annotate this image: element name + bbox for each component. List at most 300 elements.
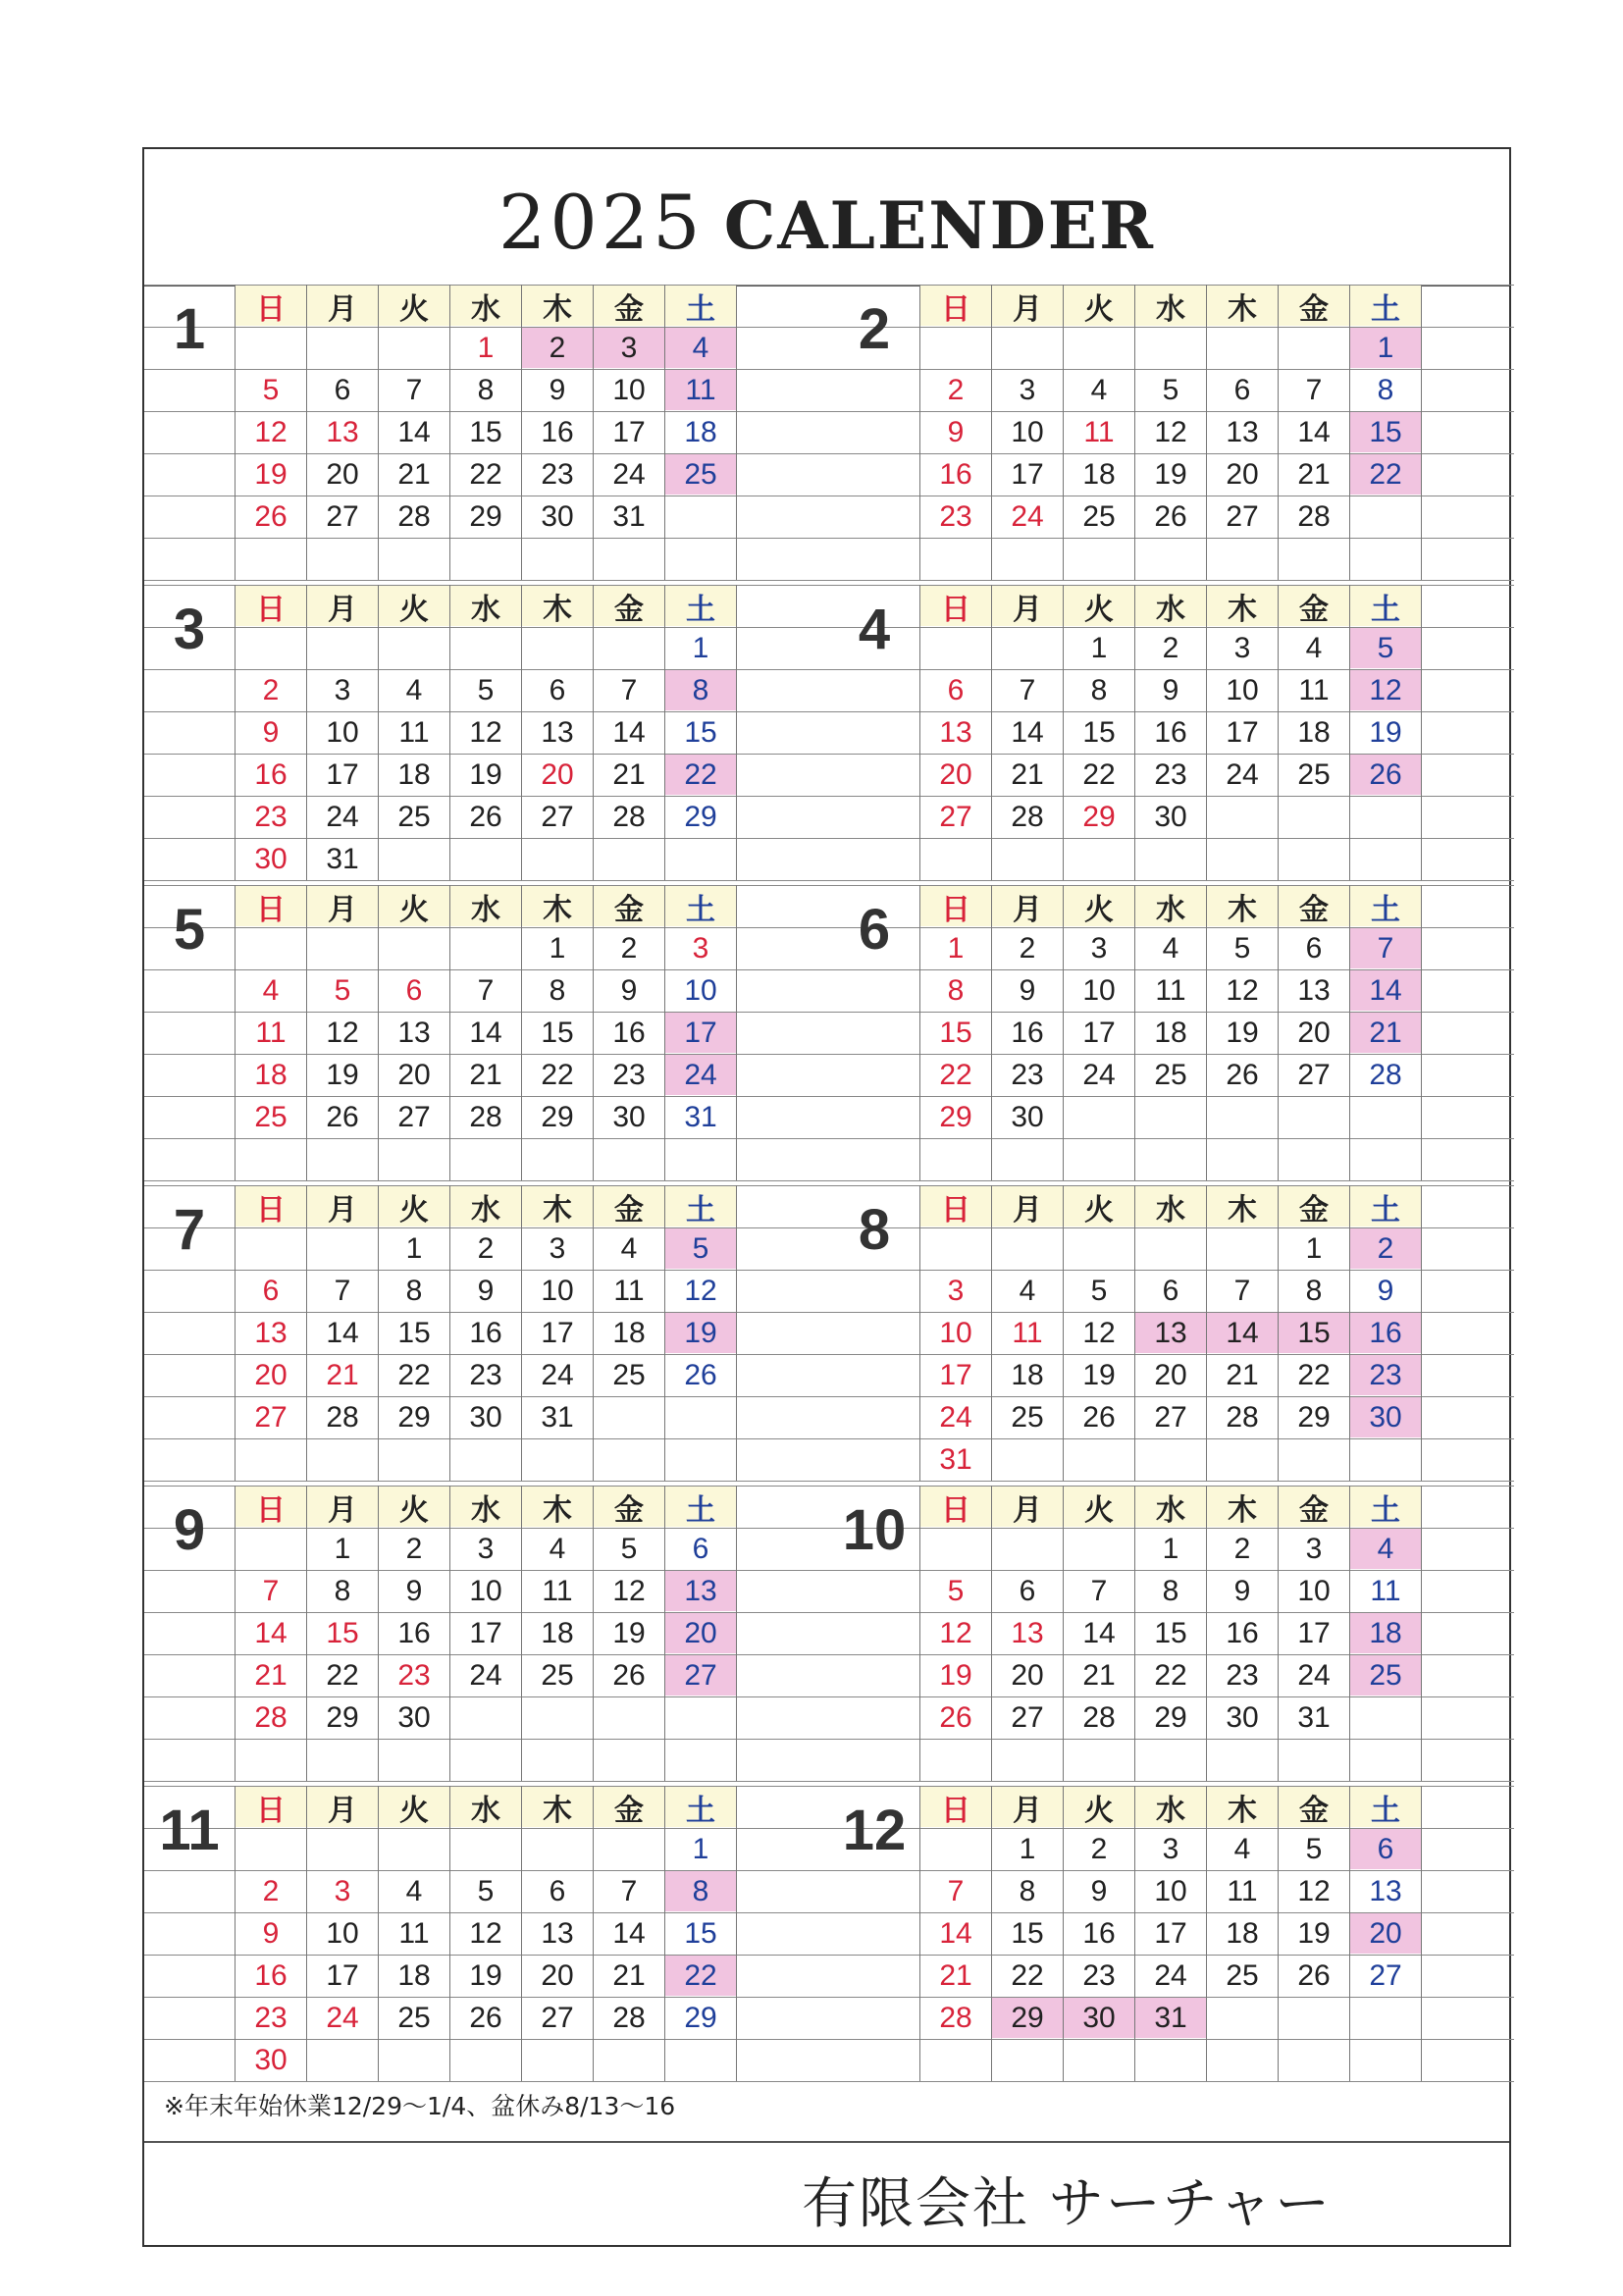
day-cell: 18 xyxy=(1154,1016,1187,1049)
day-cell: 2 xyxy=(262,1874,280,1907)
day-cell: 5 xyxy=(477,1874,495,1907)
weekday-header: 水 xyxy=(1135,886,1206,926)
day-cell: 3 xyxy=(1162,1832,1179,1865)
day-cell: 30 xyxy=(254,2043,288,2076)
day-cell: 26 xyxy=(939,1700,972,1734)
weekday-header: 木 xyxy=(1207,1787,1278,1827)
weekday-header: 水 xyxy=(450,286,521,326)
day-cell: 5 xyxy=(1162,373,1179,406)
grid-line xyxy=(144,1438,829,1439)
day-cell: 19 xyxy=(1369,715,1402,749)
day-cell: 19 xyxy=(469,1958,502,1992)
day-cell: 4 xyxy=(620,1231,638,1265)
day-cell: 12 xyxy=(684,1274,717,1307)
weekday-header: 金 xyxy=(594,586,664,626)
day-cell: 7 xyxy=(477,973,495,1007)
day-cell: 30 xyxy=(1064,1998,1134,2038)
day-cell: 31 xyxy=(939,1442,972,1476)
weekday-header: 火 xyxy=(379,286,449,326)
day-cell: 7 xyxy=(947,1874,965,1907)
day-cell: 4 xyxy=(1019,1274,1036,1307)
day-cell: 23 xyxy=(541,457,574,491)
day-cell: 7 xyxy=(1305,373,1323,406)
day-cell: 28 xyxy=(1082,1700,1116,1734)
day-cell: 12 xyxy=(1082,1316,1116,1349)
day-cell: 6 xyxy=(1305,931,1323,965)
day-cell: 19 xyxy=(1082,1358,1116,1391)
day-cell: 1 xyxy=(405,1231,423,1265)
grid-line xyxy=(736,285,737,580)
day-cell: 29 xyxy=(992,1998,1063,2038)
grid-line xyxy=(1421,585,1422,880)
day-cell: 30 xyxy=(469,1400,502,1434)
day-cell: 24 xyxy=(541,1358,574,1391)
weekday-header: 日 xyxy=(236,886,306,926)
weekday-header: 月 xyxy=(307,1186,378,1226)
day-cell: 17 xyxy=(1226,715,1259,749)
day-cell: 8 xyxy=(549,973,566,1007)
grid-line xyxy=(1421,1786,1422,2081)
weekday-header: 土 xyxy=(1350,1186,1421,1226)
day-cell: 14 xyxy=(1350,970,1421,1011)
day-cell: 10 xyxy=(684,973,717,1007)
weekday-header: 水 xyxy=(450,586,521,626)
weekday-header: 火 xyxy=(379,1487,449,1527)
day-cell: 19 xyxy=(1226,1016,1259,1049)
day-cell: 4 xyxy=(1305,631,1323,664)
day-cell: 20 xyxy=(1297,1016,1331,1049)
weekday-header: 火 xyxy=(1064,586,1134,626)
weekday-header: 水 xyxy=(450,1787,521,1827)
day-cell: 8 xyxy=(477,373,495,406)
day-cell: 29 xyxy=(1297,1400,1331,1434)
day-cell: 4 xyxy=(549,1532,566,1565)
day-cell: 23 xyxy=(254,800,288,833)
day-cell: 18 xyxy=(397,757,431,791)
weekday-header: 金 xyxy=(594,286,664,326)
day-cell: 2 xyxy=(1162,631,1179,664)
day-cell: 14 xyxy=(939,1916,972,1950)
month-number: 3 xyxy=(173,598,206,661)
day-cell: 21 xyxy=(612,1958,646,1992)
title-year: 2025 xyxy=(498,179,705,266)
day-cell: 16 xyxy=(397,1616,431,1649)
day-cell: 15 xyxy=(469,415,502,448)
day-cell: 29 xyxy=(326,1700,359,1734)
day-cell: 13 xyxy=(1369,1874,1402,1907)
day-cell: 24 xyxy=(326,2001,359,2034)
day-cell: 22 xyxy=(665,1956,736,1996)
day-cell: 3 xyxy=(1233,631,1251,664)
weekday-header: 火 xyxy=(1064,1186,1134,1226)
day-cell: 10 xyxy=(1011,415,1044,448)
day-cell: 6 xyxy=(334,373,351,406)
day-cell: 13 xyxy=(1011,1616,1044,1649)
day-cell: 28 xyxy=(1369,1058,1402,1091)
day-cell: 22 xyxy=(469,457,502,491)
grid-line xyxy=(144,1781,829,1782)
day-cell: 23 xyxy=(1082,1958,1116,1992)
day-cell: 26 xyxy=(1226,1058,1259,1091)
day-cell: 22 xyxy=(939,1058,972,1091)
day-cell: 26 xyxy=(254,499,288,533)
weekday-header: 月 xyxy=(992,1186,1063,1226)
day-cell: 7 xyxy=(1090,1574,1108,1607)
day-cell: 3 xyxy=(1090,931,1108,965)
day-cell: 7 xyxy=(1019,673,1036,706)
day-cell: 2 xyxy=(262,673,280,706)
weekday-header: 木 xyxy=(522,1186,593,1226)
title-word: CALENDER xyxy=(723,187,1155,264)
weekday-header: 日 xyxy=(920,886,991,926)
day-cell: 18 xyxy=(1350,1613,1421,1653)
day-cell: 24 xyxy=(1154,1958,1187,1992)
day-cell: 30 xyxy=(397,1700,431,1734)
weekday-header: 水 xyxy=(1135,586,1206,626)
calendar-sheet xyxy=(142,147,1511,2247)
day-cell: 6 xyxy=(262,1274,280,1307)
day-cell: 21 xyxy=(1350,1013,1421,1053)
grid-line xyxy=(829,1138,1514,1139)
month-block-2 xyxy=(829,285,1514,585)
day-cell: 13 xyxy=(326,415,359,448)
weekday-header: 土 xyxy=(1350,1787,1421,1827)
month-number: 8 xyxy=(858,1198,891,1262)
day-cell: 4 xyxy=(665,328,736,368)
day-cell: 27 xyxy=(1011,1700,1044,1734)
weekday-header: 水 xyxy=(1135,1487,1206,1527)
weekday-header: 土 xyxy=(665,1487,736,1527)
day-cell: 27 xyxy=(326,499,359,533)
weekday-header: 木 xyxy=(522,1487,593,1527)
day-cell: 9 xyxy=(262,1916,280,1950)
day-cell: 16 xyxy=(612,1016,646,1049)
day-cell: 4 xyxy=(1162,931,1179,965)
day-cell: 5 xyxy=(334,973,351,1007)
day-cell: 29 xyxy=(684,2001,717,2034)
grid-line xyxy=(144,880,829,881)
weekday-header: 月 xyxy=(992,1487,1063,1527)
day-cell: 30 xyxy=(612,1100,646,1133)
day-cell: 7 xyxy=(1350,928,1421,968)
footer-divider xyxy=(144,2141,1509,2143)
day-cell: 15 xyxy=(541,1016,574,1049)
day-cell: 12 xyxy=(1350,670,1421,710)
day-cell: 6 xyxy=(405,973,423,1007)
grid-line xyxy=(829,838,1514,839)
day-cell: 20 xyxy=(1226,457,1259,491)
day-cell: 28 xyxy=(254,1700,288,1734)
weekday-header: 木 xyxy=(1207,886,1278,926)
day-cell: 5 xyxy=(1350,628,1421,668)
day-cell: 23 xyxy=(939,499,972,533)
weekday-header: 日 xyxy=(920,1487,991,1527)
day-cell: 17 xyxy=(326,757,359,791)
day-cell: 26 xyxy=(612,1658,646,1692)
day-cell: 16 xyxy=(1350,1313,1421,1353)
holiday-note: ※年末年始休業12/29～1/4、盆休み8/13～16 xyxy=(164,2092,676,2120)
grid-line xyxy=(829,1481,1514,1482)
company-name: 有限会社 サーチャー xyxy=(802,2172,1333,2236)
day-cell: 21 xyxy=(1226,1358,1259,1391)
day-cell: 27 xyxy=(665,1655,736,1696)
grid-line xyxy=(144,1739,829,1740)
weekday-header: 金 xyxy=(594,886,664,926)
day-cell: 28 xyxy=(612,2001,646,2034)
day-cell: 2 xyxy=(1233,1532,1251,1565)
day-cell: 18 xyxy=(684,415,717,448)
day-cell: 24 xyxy=(612,457,646,491)
grid-line xyxy=(829,1781,1514,1782)
day-cell: 6 xyxy=(1019,1574,1036,1607)
day-cell: 26 xyxy=(684,1358,717,1391)
day-cell: 16 xyxy=(1082,1916,1116,1950)
month-block-12 xyxy=(829,1786,1514,2086)
day-cell: 12 xyxy=(939,1616,972,1649)
day-cell: 23 xyxy=(254,2001,288,2034)
day-cell: 11 xyxy=(613,1274,645,1307)
day-cell: 1 xyxy=(1305,1231,1323,1265)
month-block-10 xyxy=(829,1486,1514,1786)
day-cell: 27 xyxy=(939,800,972,833)
day-cell: 5 xyxy=(262,373,280,406)
day-cell: 17 xyxy=(1082,1016,1116,1049)
grid-line xyxy=(829,580,1514,581)
weekday-header: 月 xyxy=(992,286,1063,326)
day-cell: 5 xyxy=(477,673,495,706)
day-cell: 8 xyxy=(1377,373,1394,406)
day-cell: 16 xyxy=(254,1958,288,1992)
day-cell: 1 xyxy=(549,931,566,965)
day-cell: 28 xyxy=(1011,800,1044,833)
day-cell: 27 xyxy=(1154,1400,1187,1434)
day-cell: 22 xyxy=(665,755,736,795)
day-cell: 30 xyxy=(254,842,288,875)
grid-line xyxy=(829,1180,1514,1181)
weekday-header: 土 xyxy=(665,1787,736,1827)
day-cell: 18 xyxy=(397,1958,431,1992)
month-number: 1 xyxy=(173,297,206,361)
day-cell: 12 xyxy=(1226,973,1259,1007)
month-block-1 xyxy=(144,285,829,585)
day-cell: 26 xyxy=(1154,499,1187,533)
weekday-header: 日 xyxy=(236,1487,306,1527)
day-cell: 17 xyxy=(939,1358,972,1391)
day-cell: 2 xyxy=(1090,1832,1108,1865)
day-cell: 17 xyxy=(612,415,646,448)
day-cell: 10 xyxy=(541,1274,574,1307)
day-cell: 24 xyxy=(326,800,359,833)
weekday-header: 火 xyxy=(379,586,449,626)
weekday-header: 土 xyxy=(1350,1487,1421,1527)
day-cell: 7 xyxy=(334,1274,351,1307)
day-cell: 7 xyxy=(620,1874,638,1907)
day-cell: 8 xyxy=(665,1871,736,1911)
day-cell: 11 xyxy=(398,715,430,749)
day-cell: 24 xyxy=(1226,757,1259,791)
day-cell: 17 xyxy=(1297,1616,1331,1649)
day-cell: 1 xyxy=(334,1532,351,1565)
day-cell: 10 xyxy=(1297,1574,1331,1607)
day-cell: 8 xyxy=(1162,1574,1179,1607)
month-block-6 xyxy=(829,885,1514,1185)
day-cell: 21 xyxy=(1297,457,1331,491)
day-cell: 12 xyxy=(469,1916,502,1950)
day-cell: 27 xyxy=(1226,499,1259,533)
day-cell: 4 xyxy=(1090,373,1108,406)
day-cell: 19 xyxy=(612,1616,646,1649)
day-cell: 16 xyxy=(541,415,574,448)
day-cell: 17 xyxy=(665,1013,736,1053)
day-cell: 7 xyxy=(262,1574,280,1607)
weekday-header: 木 xyxy=(1207,586,1278,626)
day-cell: 27 xyxy=(541,800,574,833)
day-cell: 20 xyxy=(1154,1358,1187,1391)
day-cell: 31 xyxy=(541,1400,574,1434)
day-cell: 9 xyxy=(947,415,965,448)
day-cell: 6 xyxy=(549,1874,566,1907)
grid-line xyxy=(736,1486,737,1781)
grid-line xyxy=(829,1739,1514,1740)
weekday-header: 土 xyxy=(1350,586,1421,626)
day-cell: 1 xyxy=(1019,1832,1036,1865)
day-cell: 5 xyxy=(665,1228,736,1269)
day-cell: 28 xyxy=(469,1100,502,1133)
day-cell: 7 xyxy=(620,673,638,706)
day-cell: 5 xyxy=(1090,1274,1108,1307)
day-cell: 31 xyxy=(612,499,646,533)
day-cell: 19 xyxy=(254,457,288,491)
month-block-5 xyxy=(144,885,829,1185)
day-cell: 9 xyxy=(620,973,638,1007)
grid-line xyxy=(1421,285,1422,580)
weekday-header: 木 xyxy=(522,286,593,326)
day-cell: 14 xyxy=(1011,715,1044,749)
day-cell: 15 xyxy=(326,1616,359,1649)
day-cell: 25 xyxy=(665,454,736,495)
grid-line xyxy=(1421,1185,1422,1481)
grid-line xyxy=(829,2081,1514,2082)
day-cell: 31 xyxy=(1135,1998,1206,2038)
day-cell: 13 xyxy=(541,715,574,749)
day-cell: 20 xyxy=(939,757,972,791)
day-cell: 19 xyxy=(1297,1916,1331,1950)
weekday-header: 日 xyxy=(236,586,306,626)
day-cell: 2 xyxy=(947,373,965,406)
day-cell: 24 xyxy=(1082,1058,1116,1091)
grid-line xyxy=(144,580,829,581)
day-cell: 17 xyxy=(1011,457,1044,491)
weekday-header: 木 xyxy=(522,586,593,626)
day-cell: 8 xyxy=(1090,673,1108,706)
day-cell: 11 xyxy=(1012,1316,1043,1349)
weekday-header: 火 xyxy=(379,1787,449,1827)
day-cell: 13 xyxy=(939,715,972,749)
day-cell: 7 xyxy=(1233,1274,1251,1307)
weekday-header: 月 xyxy=(992,586,1063,626)
day-cell: 23 xyxy=(469,1358,502,1391)
weekday-header: 水 xyxy=(1135,1787,1206,1827)
day-cell: 7 xyxy=(405,373,423,406)
grid-line xyxy=(829,2039,1514,2040)
day-cell: 9 xyxy=(1019,973,1036,1007)
day-cell: 27 xyxy=(397,1100,431,1133)
day-cell: 8 xyxy=(334,1574,351,1607)
day-cell: 15 xyxy=(1011,1916,1044,1950)
day-cell: 6 xyxy=(1350,1829,1421,1869)
day-cell: 27 xyxy=(1297,1058,1331,1091)
day-cell: 9 xyxy=(1162,673,1179,706)
day-cell: 29 xyxy=(397,1400,431,1434)
day-cell: 9 xyxy=(477,1274,495,1307)
weekday-header: 金 xyxy=(594,1787,664,1827)
day-cell: 11 xyxy=(255,1016,287,1049)
day-cell: 16 xyxy=(469,1316,502,1349)
day-cell: 22 xyxy=(1297,1358,1331,1391)
day-cell: 10 xyxy=(326,1916,359,1950)
month-number: 7 xyxy=(173,1198,206,1262)
day-cell: 20 xyxy=(665,1613,736,1653)
month-number: 2 xyxy=(858,297,891,361)
weekday-header: 火 xyxy=(379,1186,449,1226)
month-block-9 xyxy=(144,1486,829,1786)
day-cell: 2 xyxy=(477,1231,495,1265)
day-cell: 29 xyxy=(939,1100,972,1133)
day-cell: 4 xyxy=(405,673,423,706)
day-cell: 12 xyxy=(612,1574,646,1607)
grid-line xyxy=(144,1481,829,1482)
weekday-header: 月 xyxy=(307,886,378,926)
month-number: 9 xyxy=(173,1498,206,1562)
day-cell: 12 xyxy=(326,1016,359,1049)
day-cell: 28 xyxy=(397,499,431,533)
grid-line xyxy=(144,2081,829,2082)
weekday-header: 金 xyxy=(594,1186,664,1226)
weekday-header: 月 xyxy=(992,1787,1063,1827)
day-cell: 16 xyxy=(1154,715,1187,749)
day-cell: 13 xyxy=(254,1316,288,1349)
day-cell: 25 xyxy=(612,1358,646,1391)
weekday-header: 火 xyxy=(1064,1787,1134,1827)
weekday-header: 水 xyxy=(450,1487,521,1527)
day-cell: 20 xyxy=(1350,1913,1421,1954)
day-cell: 9 xyxy=(1233,1574,1251,1607)
day-cell: 29 xyxy=(541,1100,574,1133)
day-cell: 21 xyxy=(326,1358,359,1391)
day-cell: 13 xyxy=(541,1916,574,1950)
day-cell: 6 xyxy=(549,673,566,706)
day-cell: 10 xyxy=(469,1574,502,1607)
weekday-header: 火 xyxy=(379,886,449,926)
day-cell: 17 xyxy=(1154,1916,1187,1950)
day-cell: 11 xyxy=(665,370,736,410)
day-cell: 11 xyxy=(1370,1574,1401,1607)
day-cell: 21 xyxy=(1082,1658,1116,1692)
day-cell: 20 xyxy=(541,1958,574,1992)
month-block-4 xyxy=(829,585,1514,885)
day-cell: 31 xyxy=(684,1100,717,1133)
day-cell: 18 xyxy=(1297,715,1331,749)
day-cell: 3 xyxy=(947,1274,965,1307)
month-number: 11 xyxy=(159,1799,220,1862)
weekday-header: 日 xyxy=(236,1186,306,1226)
grid-line xyxy=(736,585,737,880)
day-cell: 16 xyxy=(254,757,288,791)
day-cell: 6 xyxy=(692,1532,709,1565)
day-cell: 15 xyxy=(1279,1313,1349,1353)
day-cell: 25 xyxy=(1350,1655,1421,1696)
day-cell: 23 xyxy=(612,1058,646,1091)
